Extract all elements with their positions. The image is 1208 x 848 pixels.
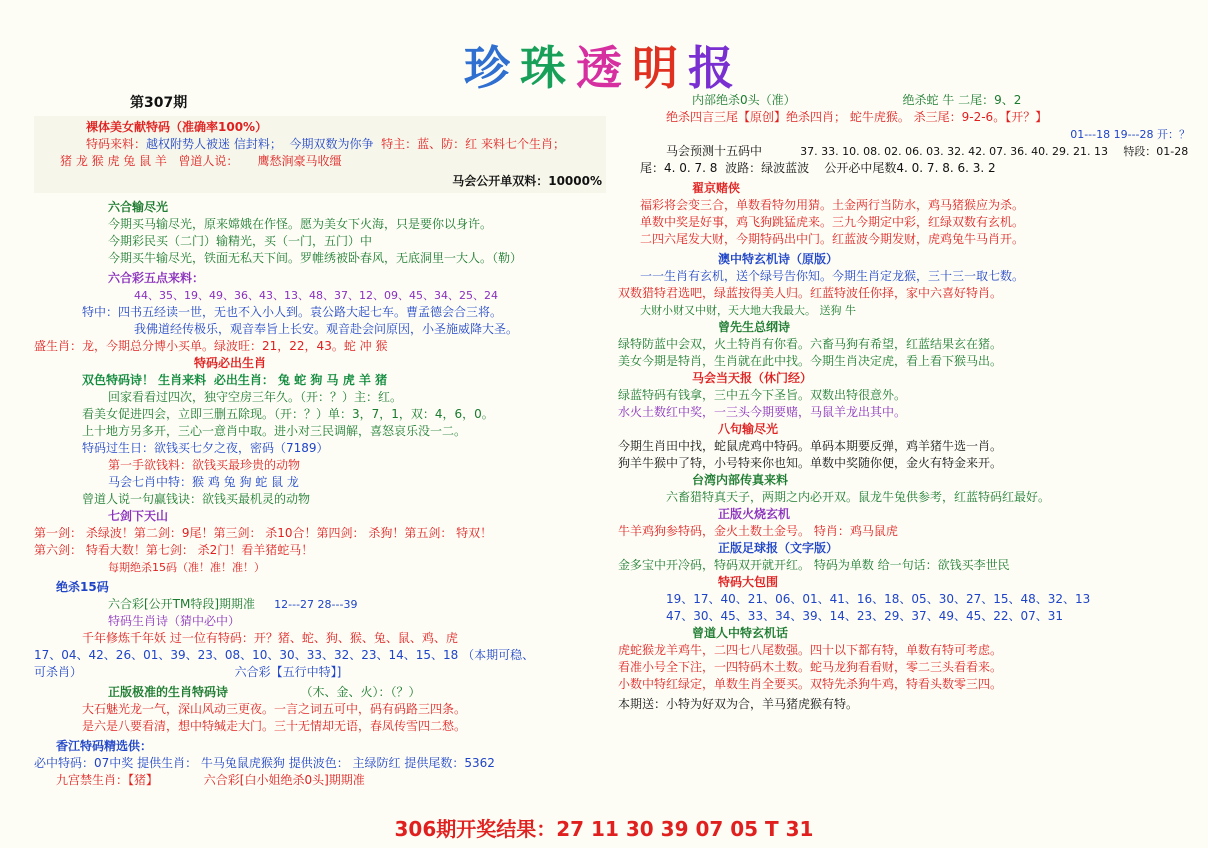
- page-title: [0, 0, 1208, 95]
- huoshao-line-1: 牛羊鸡狗参特码，金火土数土金号。 特肖：鸡马鼠虎: [618, 524, 898, 538]
- liuhe-p3: 今期买牛输尽光，铁面无私天下间。罗帷绣被卧春风，无底洞里一大人。（勒）: [108, 251, 523, 265]
- tema-label: 特码来料：: [86, 137, 147, 151]
- bajushu-line-2: 狗羊牛猴中了特，小号特来你也知。单数中奖随你便，金火有特金来开。: [618, 456, 1003, 470]
- zengdao-line-4: 本期送：小特为好双为合，羊马猪虎猴有特。: [618, 697, 859, 711]
- heading-must-out: 特码必出生肖: [194, 356, 267, 370]
- kill-four-line: 绝杀四言三尾【原创】绝杀四肖； 蛇牛虎猴。 杀三尾：9-2-6。【开？】: [666, 110, 1048, 124]
- heading-zengdao: 曾道人中特玄机话: [692, 626, 789, 640]
- zuqiu-line-1: 金多宝中开冷码，特码双开就开红。 特码为单数 给一句话：欲钱买李世民: [618, 558, 1010, 572]
- heading-huoshao: 正版火烧玄机: [718, 507, 791, 521]
- first-hand: 第一手欲钱料：欲钱买最珍贵的动物: [108, 458, 301, 472]
- mahui-predict-label: 马会预测十五码中: [666, 144, 763, 158]
- heading-mahui-today: 马会当天报（休门经）: [692, 371, 813, 385]
- must-hit-label: 必中特码：: [34, 756, 95, 770]
- liuhe-p1: 今期买马输尽光，原来嫦娥在作怪。愿为美女下火海，只是要你以身许。: [108, 217, 493, 231]
- tezhong-line-1: 四书五经读一世，无也不入小人到。袁公路大起七车。曹孟德会合三将。: [118, 305, 503, 319]
- title-char-5: 报: [688, 41, 744, 95]
- heading-wudian: 六合彩五点来料：: [108, 271, 205, 285]
- dabaowei-line-2: 47、30、45、33、34、39、14、23、29、37、49、45、22、07、31: [666, 609, 1064, 623]
- zengdao-win-line: 曾道人说一句赢钱诀：欲钱买最机灵的动物: [82, 492, 311, 506]
- left-column: [34, 92, 606, 789]
- nine-palace-ban: 九宫禁生肖：【猪】: [56, 773, 159, 787]
- heading-bajushu: 八句输尽光: [718, 422, 779, 436]
- heading-gejing: 翟京赌侠: [692, 181, 741, 195]
- gejing-line-1: 福彩将会变三合，单数看特勿用猜。土金两行当防水，鸡马猪猴应为杀。: [640, 198, 1025, 212]
- special-range: 特段：01-28: [1123, 145, 1189, 158]
- shengxiao-text: 龙，今期总分博小买单。绿波旺：21，22，43。蛇 冲 猴: [82, 339, 388, 353]
- top-block: [34, 116, 606, 193]
- zengdao-line-2: 看准小号全下注，一四特码木土数。蛇马龙狗看看财，零二三头看看来。: [618, 660, 1003, 674]
- mahui-seven: 马会七肖中特：猴 鸡 兔 狗 蛇 鼠 龙: [108, 475, 299, 489]
- mahui-today-1: 绿蓝特码有钱拿，三中五今下圣旨。双数出特很意外。: [618, 388, 907, 402]
- mahui-predict-numbers: 37. 33. 10. 08. 02. 06. 03. 32. 42. 07. 36. 40. 29. 21. 13: [800, 145, 1109, 158]
- tema-a: 越权附势人被迷 信封料；: [146, 137, 282, 151]
- heading-zhengban: 正版极准的生肖特码诗: [108, 685, 229, 699]
- stable-numbers-1: 17、04、42、26、01、39、23、08、10、30、33、32、23、14、15、18 （本期可稳、: [34, 648, 535, 662]
- heading-xiangjiang: 香江特码精选供：: [56, 739, 153, 753]
- title-char-4: 明: [632, 41, 688, 95]
- gejing-line-3: 二四六尾发大财，今期特码出中门。红蓝波今期发财，虎鸡兔牛马肖开。: [640, 232, 1025, 246]
- tezhong-label: 特中：: [82, 305, 119, 319]
- zhengban-elements: （木、金、火）：（？）: [300, 685, 421, 699]
- tezhong-line-2: 我佛道经传极乐，观音奉旨上长安。观音赴会问原因，小圣施威降大圣。: [134, 322, 519, 336]
- zeng-line-1: 绿特防蓝中会双，火土特肖有你看。六畜马狗有希望，红蓝结果玄在猪。: [618, 337, 1003, 351]
- heading-aozhong: 澳中特玄机诗（原版）: [718, 252, 839, 266]
- zhengban-poem-1: 大石魅光龙一气，深山风动三更夜。一言之词五可中，码有码路三四条。: [82, 702, 467, 716]
- wuxing-label: 六合彩【五行中特】]: [234, 665, 342, 679]
- zodiac-poem-title: 特码生肖诗（猜中必中）: [108, 614, 241, 628]
- zengdaoren-poem: 鹰愁涧豪马收缰: [257, 154, 342, 168]
- heading-double-color: 双色特码诗！ 生肖来料: [82, 373, 207, 387]
- draw-result-numbers: 27 11 30 39 07 05 T 31: [556, 817, 814, 841]
- kill-snake-ox: 绝杀蛇 牛 二尾：9、2: [902, 93, 1022, 107]
- aozhong-line-2: 双数猎特君选吧，绿蓝按得美人归。红蓝特波任你择，家中六喜好特肖。: [618, 286, 1003, 300]
- public-tail-values: 4. 0. 7. 8. 6. 3. 2: [896, 161, 996, 175]
- double-line-2: 看美女促进四会，立即三删五除现。（开：？）单：3，7，1，双：4，6，0。: [82, 407, 494, 421]
- gejing-line-2: 单数中奖是好事，鸡飞狗跳猛虎来。三九今期定中彩，红绿双数有玄机。: [640, 215, 1025, 229]
- taiwan-line-1: 六畜猎特真天子，两期之内必开双。鼠龙牛兔供参考，红蓝特码红最好。: [666, 490, 1051, 504]
- public-tail-label: 公开必中尾数: [824, 161, 897, 175]
- range-line: 01---18 19---28 开：？: [1070, 128, 1190, 141]
- thousand-year-line: 千年修炼千年妖 过一位有特码：开？猪、蛇、狗、猴、兔、鼠、鸡、虎: [82, 631, 458, 645]
- title-char-1: 珍: [464, 41, 520, 95]
- tail-values: 4. 0. 7. 8: [664, 161, 718, 175]
- aozhong-line-1: 一一生肖有玄机，送个绿号告你知。今期生肖定龙猴，三十三一取七数。: [640, 269, 1025, 283]
- right-column: [618, 92, 1190, 713]
- heading-sha15: 绝杀15码: [56, 580, 109, 594]
- shengxiao-label: 盛生肖：: [34, 339, 83, 353]
- inner-kill-head: 内部绝杀0头（准）: [692, 93, 796, 107]
- liuhe-p2: 今期彩民买（二门）输精光，买（一门，五门）中: [108, 234, 373, 248]
- heading-qijian: 七剑下天山: [108, 509, 169, 523]
- qijian-line-1: 第一剑： 杀绿波！第二剑：9尾！第三剑： 杀10合！第四剑： 杀狗！第五剑： 特双！: [34, 526, 493, 540]
- wave-label: 波路：: [725, 161, 762, 175]
- double-line-1: 回家看看过四次，独守空房三年久。（开：？）主：红。: [108, 390, 403, 404]
- wave-values: 绿波蓝波: [761, 161, 810, 175]
- issue-number: 第307期: [130, 95, 188, 111]
- must-hit-text: 07中奖 提供生肖： 牛马兔鼠虎猴狗 提供波色： 主绿防红 提供尾数：5362: [94, 756, 495, 770]
- double-line-3: 上十地方另多开，三心一意肖中取。进小对三民调解，喜怒哀乐没一二。: [82, 424, 467, 438]
- qijian-note: 每期绝杀15码（准！准！准！）: [108, 561, 265, 574]
- zengdao-line-3: 小数中特红绿定，单数生肖全要买。双特先杀狗牛鸡，特看头数零三四。: [618, 677, 1003, 691]
- title-char-3: 透: [576, 41, 632, 95]
- heading-liuhe: 六合输尽光: [108, 200, 169, 214]
- tail-label: 尾：: [640, 161, 665, 175]
- draw-result-label: 306期开奖结果：: [394, 817, 557, 841]
- qijian-line-2: 第六剑： 特看大数！第七剑： 杀2门！看羊猪蛇马！: [34, 543, 314, 557]
- heading-taiwan: 台湾内部传真来料: [692, 473, 789, 487]
- zodiac-list: 猪 龙 猴 虎 兔 鼠 羊: [60, 154, 167, 168]
- aozhong-line-3: 大财小财又中财，天大地大我最大。 送狗 牛: [640, 304, 856, 317]
- title-char-2: 珠: [520, 41, 576, 95]
- zhengban-poem-2: 是六是八要看清，想中特缄走大门。三十无情却无语，春凤传雪四二愁。: [82, 719, 467, 733]
- heading-zeng: 曾先生总纲诗: [718, 320, 791, 334]
- dabaowei-line-1: 19、17、40、21、06、01、41、16、18、05、30、27、15、48、32、13: [666, 592, 1091, 606]
- heading-dabaowei: 特码大包围: [718, 575, 779, 589]
- tema-b: 今期双数为你争: [289, 137, 374, 151]
- stable-numbers-2: 可杀肖）: [34, 665, 83, 679]
- liuhe-tm-range: 12---27 28---39: [274, 598, 358, 611]
- draw-result: [0, 813, 1208, 842]
- liuhe-tm-line: 六合彩[公开TM特段]期期准: [108, 597, 256, 611]
- zengdao-line-1: 虎蛇猴龙羊鸡牛，二四七八尾数强。四十以下都有特，单数有特可考虑。: [618, 643, 1003, 657]
- tema-c: 特主：蓝、防：红 来料七个生肖；: [381, 137, 565, 151]
- mahui-odds: 马会公开单双料：10000%: [452, 174, 602, 188]
- headline-nude: 裸体美女献特码（准确率100%）: [86, 120, 268, 134]
- zengdaoren-label: 曾道人说：: [178, 154, 239, 168]
- baixiaojie-line: 六合彩[白小姐绝杀0头]期期准: [203, 773, 365, 787]
- heading-zuqiu: 正版足球报（文字版）: [718, 541, 839, 555]
- birthday-text: 欲钱买七夕之夜，密码（7189）: [154, 441, 329, 455]
- double-color-zodiacs: 必出生肖： 兔 蛇 狗 马 虎 羊 猪: [213, 373, 388, 387]
- wudian-numbers: 44、35、19、49、36、43、13、48、37、12、09、45、34、25、24: [134, 289, 498, 302]
- bajushu-line-1: 今期生肖田中找，蛇鼠虎鸡中特码。单码本期要反弹，鸡羊猪牛选一肖。: [618, 439, 1003, 453]
- birthday-label: 特码过生日：: [82, 441, 155, 455]
- mahui-today-2: 水火土数红中奖，一三头今期要赌，马鼠羊龙出其中。: [618, 405, 907, 419]
- zeng-line-2: 美女今期是特肖，生肖就在此中找。今期生肖决定虎，看上看下猴马出。: [618, 354, 1003, 368]
- content-columns: [0, 92, 1208, 822]
